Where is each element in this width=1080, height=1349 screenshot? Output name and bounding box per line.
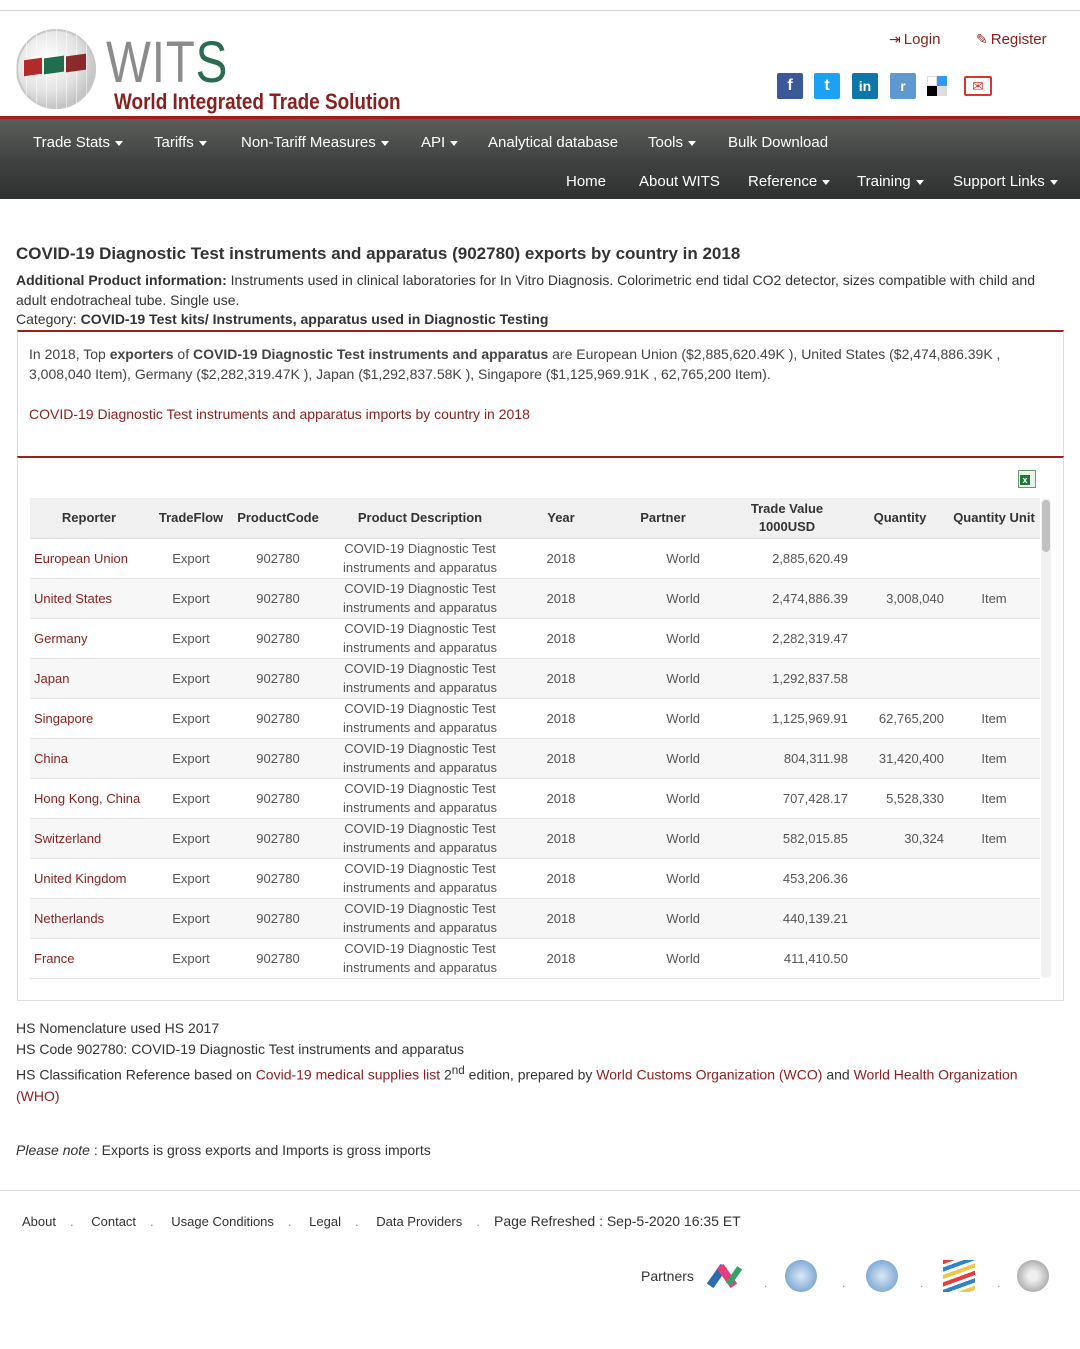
tradeflow-cell: Export — [148, 578, 234, 618]
quantity-cell: 30,324 — [852, 818, 948, 858]
quantity-cell: 62,765,200 — [852, 698, 948, 738]
description-cell: COVID-19 Diagnostic Test instruments and apparatus — [322, 898, 518, 938]
footer-contact-link[interactable]: Contact — [91, 1214, 137, 1229]
nav-trade-stats[interactable]: Trade Stats — [33, 134, 123, 151]
logo-text: WITS — [106, 30, 229, 95]
table-scrollbar-thumb[interactable] — [1042, 500, 1050, 552]
tradeflow-cell: Export — [148, 818, 234, 858]
quantity-unit-cell: Item — [948, 818, 1040, 858]
trade-value-cell: 804,311.98 — [722, 738, 852, 778]
year-cell: 2018 — [518, 818, 604, 858]
page-title: COVID-19 Diagnostic Test instruments and apparatus (902780) exports by country in 2018 — [16, 244, 741, 263]
description-cell: COVID-19 Diagnostic Test instruments and apparatus — [322, 538, 518, 578]
table-row — [30, 778, 1040, 818]
excel-download-icon[interactable]: x — [1018, 470, 1036, 488]
productcode-cell: 902780 — [234, 658, 322, 698]
productcode-cell: 902780 — [234, 898, 322, 938]
partner-separator: . — [842, 1276, 846, 1290]
twitter-icon[interactable]: t — [814, 73, 840, 99]
tradeflow-cell: Export — [148, 738, 234, 778]
wto-logo[interactable] — [943, 1260, 975, 1292]
col-quantity[interactable]: Quantity — [852, 498, 948, 538]
nav-tools[interactable]: Tools — [648, 134, 696, 151]
table-row — [30, 858, 1040, 898]
reporter-link[interactable]: Germany — [30, 618, 148, 658]
unctad-logo[interactable] — [785, 1260, 817, 1292]
page-refreshed: Page Refreshed : Sep-5-2020 16:35 ET — [494, 1213, 741, 1229]
edit-icon: ✎ — [976, 31, 988, 47]
footer-usage-conditions-link[interactable]: Usage Conditions — [171, 1214, 274, 1229]
site-header — [0, 11, 1080, 119]
nav-tariffs[interactable]: Tariffs — [154, 134, 207, 151]
footnotes — [16, 1018, 1064, 1107]
partners-label: Partners — [641, 1268, 694, 1284]
tradeflow-cell: Export — [148, 658, 234, 698]
logo-subtitle: World Integrated Trade Solution — [114, 89, 401, 114]
logo-wordmark[interactable] — [106, 30, 229, 95]
category-value: COVID-19 Test kits/ Instruments, apparatus used in Diagnostic Testing — [80, 311, 549, 327]
description-cell: COVID-19 Diagnostic Test instruments and apparatus — [322, 858, 518, 898]
quantity-cell — [852, 658, 948, 698]
hs-classification-line: HS Classification Reference based on Covid-19 medical supplies list 2nd edition, prepared by World Customs Organization (WCO) and World Health Organization (WHO) — [16, 1064, 1018, 1104]
register-label: Register — [990, 31, 1047, 48]
hs-nomenclature: HS Nomenclature used HS 2017 — [16, 1020, 220, 1036]
table-row — [30, 658, 1040, 698]
table-row — [30, 698, 1040, 738]
quantity-unit-cell: Item — [948, 778, 1040, 818]
category-label: Category: — [16, 311, 81, 327]
main-nav — [0, 119, 1080, 199]
linkedin-icon[interactable]: in — [852, 73, 878, 99]
nav-training[interactable]: Training — [857, 173, 924, 190]
quantity-cell — [852, 618, 948, 658]
table-row — [30, 618, 1040, 658]
quantity-cell: 5,528,330 — [852, 778, 948, 818]
exports-table — [30, 498, 1040, 979]
footer-about-link[interactable]: About — [22, 1214, 56, 1229]
year-cell: 2018 — [518, 658, 604, 698]
description-cell: COVID-19 Diagnostic Test instruments and apparatus — [322, 658, 518, 698]
nav-bulk-download[interactable]: Bulk Download — [728, 134, 829, 151]
addinfo-text: Instruments used in clinical laboratories for In Vitro Diagnosis. Colorimetric end tidal CO2 detector, sizes compatible with child and adult endotracheal tube. Single use. — [16, 272, 1035, 308]
reporter-link[interactable]: France — [30, 938, 148, 978]
please-note — [16, 1142, 431, 1158]
note-label: Please note — [16, 1142, 90, 1158]
reporter-link[interactable]: Singapore — [30, 698, 148, 738]
tradeflow-cell: Export — [148, 778, 234, 818]
year-cell: 2018 — [518, 698, 604, 738]
col-year[interactable]: Year — [518, 498, 604, 538]
reporter-link[interactable]: United Kingdom — [30, 858, 148, 898]
quantity-unit-cell — [948, 898, 1040, 938]
col-partner[interactable]: Partner — [604, 498, 722, 538]
table-row — [30, 578, 1040, 618]
tradeflow-cell: Export — [148, 618, 234, 658]
partner-cell: World — [604, 578, 722, 618]
quantity-unit-cell — [948, 618, 1040, 658]
col-productcode[interactable]: ProductCode — [234, 498, 322, 538]
footer-legal-link[interactable]: Legal — [309, 1214, 341, 1229]
footer-data-providers-link[interactable]: Data Providers — [376, 1214, 463, 1229]
summary-panel — [17, 330, 1064, 458]
facebook-icon[interactable]: f — [777, 73, 803, 99]
chevron-down-icon — [1050, 180, 1058, 185]
col-quantity-unit[interactable]: Quantity Unit — [948, 498, 1040, 538]
reporter-link[interactable]: Netherlands — [30, 898, 148, 938]
trade-value-cell: 582,015.85 — [722, 818, 852, 858]
additional-product-info — [16, 270, 1064, 310]
reporter-link[interactable]: Japan — [30, 658, 148, 698]
trade-value-cell: 1,125,969.91 — [722, 698, 852, 738]
nav-about-wits[interactable]: About WITS — [639, 173, 720, 190]
note-text: : Exports is gross exports and Imports is gross imports — [89, 1142, 431, 1158]
quantity-unit-cell — [948, 538, 1040, 578]
covid-supplies-list-link[interactable]: Covid-19 medical supplies list — [255, 1066, 441, 1083]
data-table-panel — [17, 456, 1064, 1001]
hs-code-line: HS Code 902780: COVID-19 Diagnostic Test instruments and apparatus — [16, 1041, 464, 1057]
col-trade-value[interactable]: Trade Value 1000USD — [722, 498, 852, 538]
table-scrollbar[interactable] — [1041, 498, 1051, 978]
chevron-down-icon — [381, 141, 389, 146]
year-cell: 2018 — [518, 778, 604, 818]
trade-value-cell: 453,206.36 — [722, 858, 852, 898]
year-cell: 2018 — [518, 578, 604, 618]
wco-link[interactable]: World Customs Organization (WCO) — [596, 1066, 823, 1083]
productcode-cell: 902780 — [234, 578, 322, 618]
table-row — [30, 898, 1040, 938]
quantity-unit-cell: Item — [948, 698, 1040, 738]
category-line — [16, 311, 548, 327]
partner-cell: World — [604, 658, 722, 698]
productcode-cell: 902780 — [234, 818, 322, 858]
description-cell: COVID-19 Diagnostic Test instruments and apparatus — [322, 698, 518, 738]
productcode-cell: 902780 — [234, 538, 322, 578]
table-row — [30, 538, 1040, 578]
quantity-unit-cell — [948, 938, 1040, 978]
partner-cell: World — [604, 778, 722, 818]
trade-value-cell: 707,428.17 — [722, 778, 852, 818]
partner-separator: . — [764, 1276, 768, 1290]
productcode-cell: 902780 — [234, 618, 322, 658]
quantity-cell: 3,008,040 — [852, 578, 948, 618]
login-label: Login — [903, 31, 941, 48]
tradeflow-cell: Export — [148, 898, 234, 938]
reddit-icon[interactable]: r — [890, 73, 916, 99]
imports-by-country-link[interactable]: COVID-19 Diagnostic Test instruments and apparatus imports by country in 2018 — [29, 406, 530, 422]
chevron-down-icon — [115, 141, 123, 146]
partner-cell: World — [604, 618, 722, 658]
quantity-cell — [852, 898, 948, 938]
worldbank-logo[interactable] — [1017, 1260, 1049, 1292]
quantity-unit-cell: Item — [948, 578, 1040, 618]
nav-reference[interactable]: Reference — [748, 173, 830, 190]
partner-cell: World — [604, 738, 722, 778]
trade-value-cell: 440,139.21 — [722, 898, 852, 938]
quantity-cell — [852, 858, 948, 898]
footer-rule — [0, 1190, 1080, 1191]
productcode-cell: 902780 — [234, 778, 322, 818]
who-link[interactable]: World Health Organization (WHO) — [16, 1066, 1018, 1104]
nav-non-tariff-measures[interactable]: Non-Tariff Measures — [241, 134, 389, 151]
nav-support-links[interactable]: Support Links — [953, 173, 1058, 190]
trade-value-cell: 2,474,886.39 — [722, 578, 852, 618]
sign-in-icon: ⇥ — [889, 31, 901, 47]
partner-cell: World — [604, 938, 722, 978]
trade-value-cell: 411,410.50 — [722, 938, 852, 978]
chevron-down-icon — [822, 180, 830, 185]
delicious-icon[interactable] — [927, 73, 953, 99]
unsd-logo[interactable] — [866, 1260, 898, 1292]
table-row — [30, 938, 1040, 978]
partner-cell: World — [604, 818, 722, 858]
description-cell: COVID-19 Diagnostic Test instruments and apparatus — [322, 578, 518, 618]
nav-api[interactable]: API — [421, 134, 458, 151]
reporter-link[interactable]: Switzerland — [30, 818, 148, 858]
description-cell: COVID-19 Diagnostic Test instruments and apparatus — [322, 778, 518, 818]
addinfo-label: Additional Product information: — [16, 272, 227, 288]
partner-cell: World — [604, 858, 722, 898]
partner-cell: World — [604, 538, 722, 578]
reporter-link[interactable]: Hong Kong, China — [30, 778, 148, 818]
year-cell: 2018 — [518, 618, 604, 658]
col-description[interactable]: Product Description — [322, 498, 518, 538]
quantity-cell: 31,420,400 — [852, 738, 948, 778]
quantity-cell — [852, 938, 948, 978]
nav-home[interactable]: Home — [566, 173, 607, 190]
description-cell: COVID-19 Diagnostic Test instruments and apparatus — [322, 938, 518, 978]
description-cell: COVID-19 Diagnostic Test instruments and apparatus — [322, 738, 518, 778]
trade-value-cell: 2,282,319.47 — [722, 618, 852, 658]
register-link[interactable] — [976, 31, 1047, 48]
productcode-cell: 902780 — [234, 938, 322, 978]
productcode-cell: 902780 — [234, 698, 322, 738]
year-cell: 2018 — [518, 858, 604, 898]
itc-logo[interactable] — [709, 1260, 741, 1292]
year-cell: 2018 — [518, 898, 604, 938]
footer-links: About . Contact . Usage Conditions . Legal . Data Providers . — [22, 1214, 480, 1229]
partner-cell: World — [604, 898, 722, 938]
login-link[interactable] — [889, 31, 940, 48]
table-row — [30, 738, 1040, 778]
table-row — [30, 818, 1040, 858]
chevron-down-icon — [199, 141, 207, 146]
col-tradeflow[interactable]: TradeFlow — [148, 498, 234, 538]
reporter-link[interactable]: European Union — [30, 538, 148, 578]
tradeflow-cell: Export — [148, 538, 234, 578]
nav-analytical-database[interactable]: Analytical database — [488, 134, 619, 151]
table-header-row — [30, 498, 1040, 538]
tradeflow-cell: Export — [148, 858, 234, 898]
description-cell: COVID-19 Diagnostic Test instruments and apparatus — [322, 818, 518, 858]
reporter-link[interactable]: China — [30, 738, 148, 778]
trade-value-cell: 2,885,620.49 — [722, 538, 852, 578]
reporter-link[interactable]: United States — [30, 578, 148, 618]
year-cell: 2018 — [518, 738, 604, 778]
tradeflow-cell: Export — [148, 698, 234, 738]
quantity-unit-cell — [948, 658, 1040, 698]
partner-separator: . — [920, 1276, 924, 1290]
partner-separator: . — [997, 1276, 1001, 1290]
quantity-cell — [852, 538, 948, 578]
description-cell: COVID-19 Diagnostic Test instruments and apparatus — [322, 618, 518, 658]
quantity-unit-cell: Item — [948, 738, 1040, 778]
quantity-unit-cell — [948, 858, 1040, 898]
chevron-down-icon — [688, 141, 696, 146]
tradeflow-cell: Export — [148, 938, 234, 978]
year-cell: 2018 — [518, 938, 604, 978]
trade-value-cell: 1,292,837.58 — [722, 658, 852, 698]
summary-text: In 2018, Top exporters of COVID-19 Diagnostic Test instruments and apparatus are European Union ($2,885,620.49K ), United States ($2,474,886.39K , 3,008,040 Item), Germany ($2,282,319.47K ), Japan ($1,292,837.58K ), Singapore ($1,125,969.91K , 62,765,200 Item). — [29, 346, 1001, 382]
chevron-down-icon — [916, 180, 924, 185]
year-cell: 2018 — [518, 538, 604, 578]
chevron-down-icon — [450, 141, 458, 146]
col-reporter[interactable]: Reporter — [30, 498, 148, 538]
wits-globe-logo[interactable] — [16, 29, 96, 109]
partner-cell: World — [604, 698, 722, 738]
email-icon[interactable]: ✉ — [964, 76, 992, 96]
productcode-cell: 902780 — [234, 858, 322, 898]
productcode-cell: 902780 — [234, 738, 322, 778]
